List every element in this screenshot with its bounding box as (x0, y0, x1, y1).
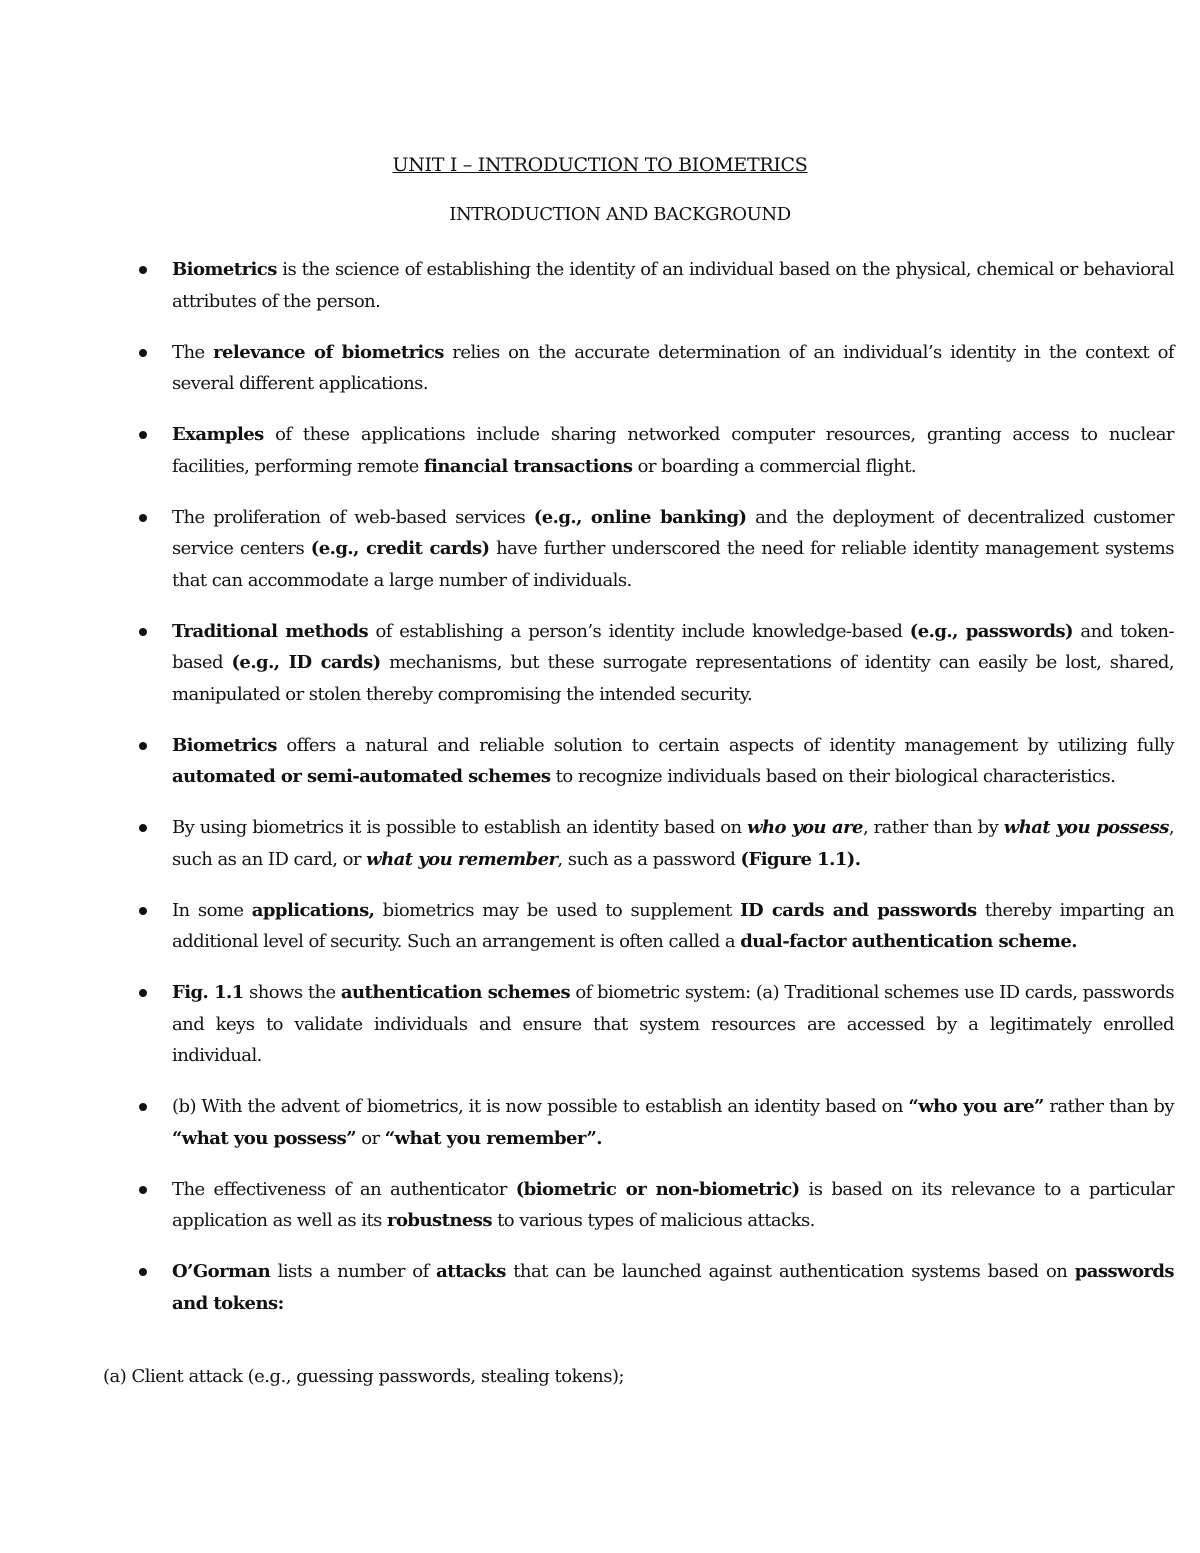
body-text: or (356, 1127, 385, 1149)
bullet-dot-icon (139, 907, 147, 915)
unit-title: UNIT I – INTRODUCTION TO BIOMETRICS (392, 154, 808, 176)
body-text: biometrics may be used to supplement (374, 899, 741, 921)
emphasis-text: (e.g., ID cards) (231, 652, 381, 673)
body-text: The effectiveness of an authenticator (172, 1178, 516, 1200)
emphasis-text: “who you are” (908, 1096, 1044, 1117)
body-text: or boarding a commercial flight. (632, 455, 917, 477)
bullet-item (172, 1256, 1174, 1319)
emphasis-text: Biometrics (172, 734, 277, 756)
body-text: of these applications include sharing networked computer resources, granting access to nuclear facilities, performing remote (172, 424, 1174, 477)
body-text: is based on its relevance to a particular application as well as its (172, 1178, 1175, 1231)
bullet-dot-icon (139, 742, 147, 750)
emphasis-text: (biometric or non-biometric) (515, 1178, 800, 1200)
emphasis-text: robustness (387, 1210, 492, 1231)
emphasis-text: who you are (747, 817, 863, 838)
body-text: of establishing a person’s identity include knowledge-based (368, 620, 910, 642)
bullet-dot-icon (139, 349, 147, 357)
bullet-dot-icon (139, 266, 147, 274)
body-text: and token-based (172, 620, 1175, 673)
bullet-dot-icon (139, 989, 147, 997)
emphasis-text: dual-factor authentication scheme. (740, 931, 1078, 952)
emphasis-text: authentication schemes (340, 982, 571, 1003)
bullet-dot-icon (139, 628, 147, 636)
emphasis-text: (e.g., passwords) (909, 620, 1074, 642)
body-text: The (172, 341, 214, 363)
bullet-item (172, 616, 1174, 711)
emphasis-text: Biometrics (172, 259, 277, 280)
emphasis-text: (e.g., online banking) (533, 506, 747, 528)
bullet-item (172, 1091, 1174, 1154)
emphasis-text: automated or semi-automated schemes (172, 766, 551, 787)
emphasis-text: ID cards and passwords (740, 899, 977, 921)
bullet-item (172, 502, 1174, 597)
body-text: and the deployment of decentralized customer service centers (172, 506, 1174, 559)
body-text: , such as a password (557, 848, 741, 870)
emphasis-text: “what you remember”. (384, 1127, 602, 1149)
emphasis-text: financial transactions (423, 455, 633, 477)
emphasis-text: (Figure 1.1). (740, 848, 861, 870)
body-text: offers a natural and reliable solution to certain aspects of identity management by utilizing fully (276, 734, 1174, 756)
body-text: of biometric system: (a) Traditional schemes use ID cards, passwords and keys to validate individuals and ensure that system resources are accessed by a legitimately enrolled individual. (172, 982, 1175, 1066)
body-text: The proliferation of web-based services (172, 506, 534, 528)
body-text: , rather than by (862, 817, 1004, 838)
emphasis-text: Examples (172, 424, 264, 445)
emphasis-text: O’Gorman (172, 1261, 271, 1282)
bullet-list (172, 254, 1174, 1339)
emphasis-text: (e.g., credit cards) (310, 538, 490, 559)
emphasis-text: what you remember (366, 848, 558, 870)
body-text: rather than by (1043, 1096, 1174, 1117)
emphasis-text: applications, (251, 899, 375, 921)
bullet-item (172, 337, 1174, 400)
bullet-item (172, 419, 1174, 482)
body-text: lists a number of (270, 1261, 437, 1282)
body-text: thereby imparting an additional level of security. Such an arrangement is often called a (172, 899, 1175, 952)
bullet-dot-icon (139, 431, 147, 439)
body-text: that can be launched against authentication systems based on (505, 1261, 1075, 1282)
emphasis-text: passwords and tokens: (172, 1261, 1174, 1314)
body-text: to various types of malicious attacks. (491, 1210, 815, 1231)
bullet-dot-icon (139, 514, 147, 522)
emphasis-text: Traditional methods (172, 620, 369, 642)
bullet-item (172, 895, 1174, 958)
emphasis-text: “what you possess” (172, 1127, 357, 1149)
bullet-dot-icon (139, 1186, 147, 1194)
bullet-item (172, 254, 1174, 317)
bullet-item (172, 730, 1174, 793)
body-text: (b) With the advent of biometrics, it is now possible to establish an identity based on (172, 1096, 909, 1117)
bullet-item (172, 977, 1174, 1072)
section-heading: INTRODUCTION AND BACKGROUND (449, 204, 791, 225)
bullet-dot-icon (139, 1103, 147, 1111)
bullet-item (172, 812, 1174, 875)
emphasis-text: relevance of biometrics (213, 341, 444, 363)
body-text: In some (172, 899, 252, 921)
body-text: shows the (243, 982, 341, 1003)
emphasis-text: attacks (436, 1261, 506, 1282)
bullet-item (172, 1174, 1174, 1237)
list-item-client-attack: (a) Client attack (e.g., guessing passwords, stealing tokens); (103, 1366, 625, 1387)
body-text: relies on the accurate determination of an individual’s identity in the context of several different applications. (172, 341, 1174, 394)
bullet-dot-icon (139, 824, 147, 832)
body-text: have further underscored the need for reliable identity management systems that can accommodate a large number of individuals. (172, 538, 1174, 591)
bullet-dot-icon (139, 1268, 147, 1276)
body-text: is the science of establishing the identity of an individual based on the physical, chemical or behavioral attributes of the person. (172, 259, 1174, 312)
body-text: to recognize individuals based on their biological characteristics. (550, 766, 1116, 787)
body-text: By using biometrics it is possible to establish an identity based on (172, 817, 748, 838)
emphasis-text: Fig. 1.1 (172, 982, 244, 1003)
emphasis-text: what you possess (1003, 817, 1169, 838)
body-text: , such as an ID card, or (172, 817, 1174, 870)
body-text: mechanisms, but these surrogate representations of identity can easily be lost, shared, manipulated or stolen thereby compromising the intended security. (172, 652, 1174, 705)
